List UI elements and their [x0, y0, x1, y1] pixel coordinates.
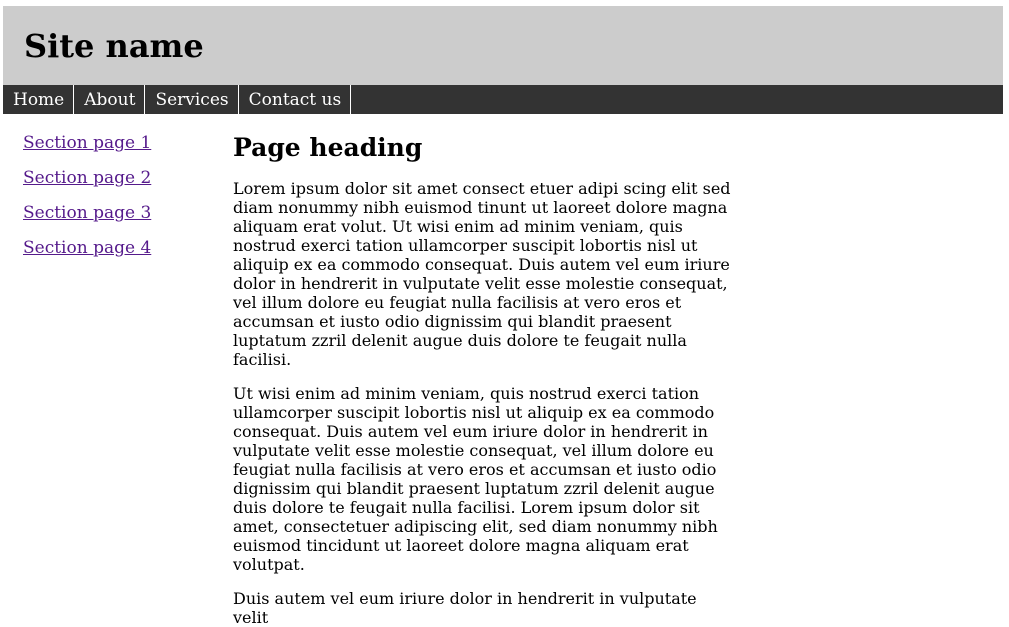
sidebar — [23, 131, 193, 271]
site-header — [3, 6, 1003, 85]
top-navigation — [3, 85, 1003, 114]
nav-contact-us[interactable]: Contact us — [239, 85, 352, 114]
site-name[interactable]: Site name — [24, 27, 204, 65]
nav-home[interactable]: Home — [3, 85, 74, 114]
sidebar-link-section-page-1[interactable]: Section page 1 — [23, 133, 152, 153]
sidebar-link-section-page-2[interactable]: Section page 2 — [23, 168, 152, 188]
content-paragraph-2: Ut wisi enim ad minim veniam, quis nostrud exerci tation ullamcorper suscipit lobortis nisl ut aliquip ex ea commodo consequat. Duis autem vel eum iriure dolor in hendrerit in vulputate velit esse molestie consequat, vel illum dolore eu feugiat nulla facilisis at vero eros et accumsan et iusto odio dignissim qui blandit praesent luptatum zzril delenit augue duis dolore te feugait nulla facilisi. Lorem ipsum dolor sit amet, consectetuer adipiscing elit, sed diam nonummy nibh euismod tincidunt ut laoreet dolore magna aliquam erat volutpat. — [233, 384, 718, 574]
content-paragraph-3: Duis autem vel eum iriure dolor in hendrerit in vulputate velit — [233, 589, 697, 627]
page-heading: Page heading — [233, 133, 423, 162]
nav-about[interactable]: About — [74, 85, 145, 114]
sidebar-link-section-page-3[interactable]: Section page 3 — [23, 203, 152, 223]
sidebar-link-section-page-4[interactable]: Section page 4 — [23, 238, 152, 258]
content-paragraph-1: Lorem ipsum dolor sit amet consect etuer adipi scing elit sed diam nonummy nibh euismod tinunt ut laoreet dolore magna aliquam erat volut. Ut wisi enim ad minim veniam, quis nostrud exerci tation ullamcorper suscipit lobortis nisl ut aliquip ex ea commodo consequat. Duis autem vel eum iriure dolor in hendrerit in vulputate velit esse molestie consequat, vel illum dolore eu feugiat nulla facilisis at vero eros et accumsan et iusto odio dignissim qui blandit praesent luptatum zzril delenit augue duis dolore te feugait nulla facilisi. — [233, 179, 731, 369]
main-content — [233, 131, 733, 627]
nav-services[interactable]: Services — [145, 85, 238, 114]
